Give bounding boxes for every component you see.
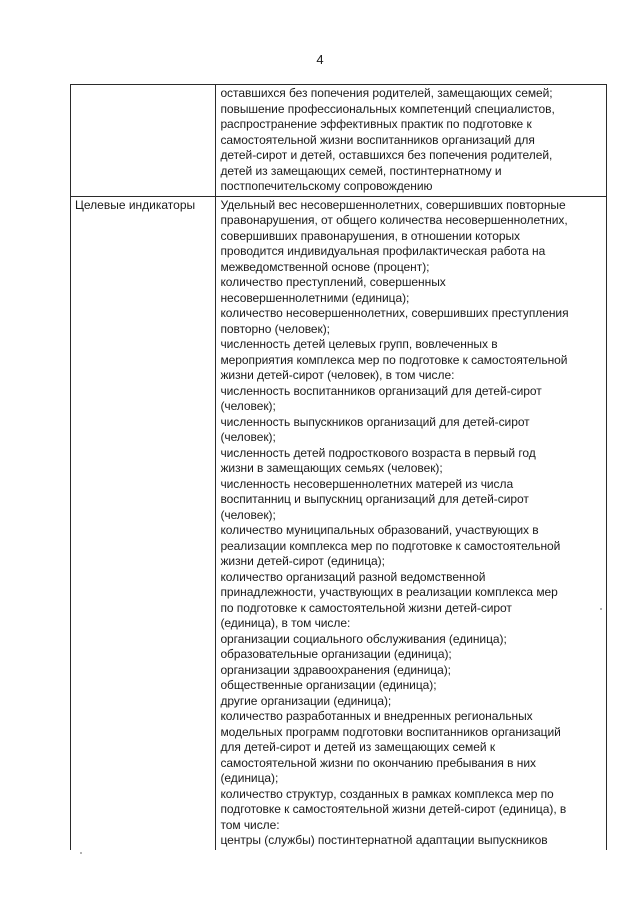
- text-line: распространение эффективных практик по подготовке к: [220, 117, 532, 131]
- text-line: (человек);: [220, 430, 276, 444]
- row-label-target-indicators: Целевые индикаторы: [71, 196, 216, 850]
- text-line: для детей-сирот и детей из замещающих семей к: [220, 740, 496, 754]
- text-line: количество преступлений, совершенных: [220, 275, 446, 289]
- text-line: другие организации (единица);: [220, 693, 392, 708]
- row-label: [71, 85, 216, 197]
- scan-speck: [80, 852, 82, 854]
- text-line: численность детей целевых групп, вовлеченных в: [220, 337, 498, 351]
- text-line: численность несовершеннолетних матерей из числа: [220, 476, 514, 491]
- text-line: численность воспитанников организаций для детей-сирот: [220, 383, 542, 398]
- program-passport-table: [70, 84, 607, 850]
- text-line: жизни детей-сирот (человек), в том числе:: [220, 368, 455, 382]
- text-line: несовершеннолетними (единица);: [220, 290, 410, 305]
- row-text-cell: [216, 85, 607, 197]
- text-line: (человек);: [220, 507, 276, 522]
- text-line: численность детей подросткового возраста в первый год: [220, 445, 536, 460]
- text-line: принадлежности, участвующих в реализации комплекса мер: [220, 585, 558, 599]
- text-line: мероприятия комплекса мер по подготовке к самостоятельной: [220, 352, 568, 367]
- text-line: количество структур, созданных в рамках комплекса мер по: [220, 786, 554, 801]
- text-line: организации здравоохранения (единица);: [220, 662, 451, 677]
- scan-speck: [600, 608, 602, 610]
- text-line: жизни детей-сирот (единица);: [220, 554, 385, 568]
- table-row: [71, 196, 607, 850]
- text-line: модельных программ подготовки воспитанников организаций: [220, 724, 561, 739]
- text-line: подготовке к самостоятельной жизни детей-сирот (единица), в: [220, 802, 567, 816]
- text-line: Удельный вес несовершеннолетних, совершивших повторные: [220, 197, 566, 212]
- text-line: правонарушения, от общего количества несовершеннолетних,: [220, 213, 568, 227]
- text-line: количество несовершеннолетних, совершивших преступления: [220, 306, 569, 320]
- text-line: самостоятельной жизни по окончанию пребывания в них: [220, 755, 536, 770]
- text-line: воспитанниц и выпускниц организаций для детей-сирот: [220, 492, 529, 506]
- text-line: по подготовке к самостоятельной жизни детей-сирот: [220, 600, 512, 615]
- page-number: 4: [316, 52, 324, 67]
- text-line: том числе:: [220, 817, 280, 832]
- row-text-cell-target-indicators: [216, 196, 607, 850]
- text-line: (единица);: [220, 771, 279, 785]
- text-line: (человек);: [220, 399, 276, 413]
- text-line: (единица), в том числе:: [220, 616, 351, 630]
- text-line: общественные организации (единица);: [220, 678, 437, 692]
- text-line: повышение профессиональных компетенций специалистов,: [220, 101, 555, 116]
- text-line: постпопечительскому сопровождению: [220, 179, 433, 193]
- text-line: повторно (человек);: [220, 321, 330, 336]
- table-row: [71, 85, 607, 197]
- text-line: количество организаций разной ведомственной: [220, 569, 486, 584]
- text-line: жизни в замещающих семьях (человек);: [220, 461, 443, 475]
- text-line: межведомственной основе (процент);: [220, 259, 430, 274]
- text-line: количество разработанных и внедренных региональных: [220, 709, 533, 723]
- text-line: детей-сирот и детей, оставшихся без попечения родителей,: [220, 148, 553, 162]
- text-line: образовательные организации (единица);: [220, 647, 452, 661]
- text-line: совершивших правонарушения, в отношении которых: [220, 228, 520, 243]
- text-line: количество муниципальных образований, участвующих в: [220, 523, 539, 537]
- text-line: проводится индивидуальная профилактическая работа на: [220, 244, 546, 258]
- text-line: детей из замещающих семей, постинтернатному и: [220, 163, 502, 178]
- text-line: оставшихся без попечения родителей, замещающих семей;: [220, 86, 553, 100]
- text-line: численность выпускников организаций для детей-сирот: [220, 414, 530, 429]
- text-line: организации социального обслуживания (единица);: [220, 631, 507, 646]
- text-line: центры (службы) постинтернатной адаптации выпускников: [220, 833, 548, 847]
- text-line: реализации комплекса мер по подготовке к самостоятельной: [220, 538, 561, 553]
- text-line: самостоятельной жизни воспитанников организаций для: [220, 132, 535, 147]
